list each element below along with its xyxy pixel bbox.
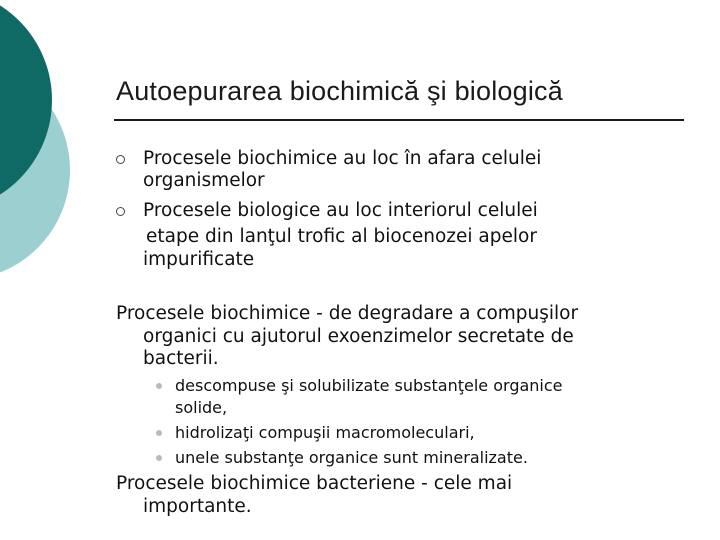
bullet-2-line-1: Procesele biologice au loc interiorul celulei [143, 200, 538, 221]
bullet-2-line-2: etape din lanţul trofic al biocenozei apelor [146, 226, 537, 247]
bullet-1-line-1: Procesele biochimice au loc în afara celulei [143, 148, 542, 169]
sub-bullet-3: unele substanţe organice sunt mineralizate. [175, 448, 528, 467]
bullet-dot-icon [156, 455, 162, 461]
bullet-ring-icon [116, 207, 125, 216]
decorative-circles [0, 0, 120, 300]
slide-title: Autoepurarea biochimică şi biologică [116, 76, 563, 106]
bullet-dot-icon [156, 430, 162, 436]
sub-bullet-1-line-2: solide, [175, 398, 228, 417]
bullet-2-line-3: impurificate [143, 249, 255, 270]
sub-bullet-2: hidrolizaţi compuşii macromoleculari, [175, 423, 475, 442]
paragraph-1-line-3: bacterii. [143, 348, 219, 369]
paragraph-1-line-2: organici cu ajutorul exoenzimelor secretate de [143, 326, 574, 347]
sub-bullet-1-line-1: descompuse şi solubilizate substanţele organice [175, 376, 563, 395]
bullet-ring-icon [116, 155, 125, 164]
bullet-1-line-2: organismelor [143, 170, 265, 191]
paragraph-2-line-2: importante. [143, 496, 252, 517]
title-underline [114, 119, 684, 121]
paragraph-1-line-1: Procesele biochimice - de degradare a compuşilor [116, 303, 579, 324]
bullet-dot-icon [156, 383, 162, 389]
paragraph-2-line-1: Procesele biochimice bacteriene - cele mai [116, 473, 513, 494]
